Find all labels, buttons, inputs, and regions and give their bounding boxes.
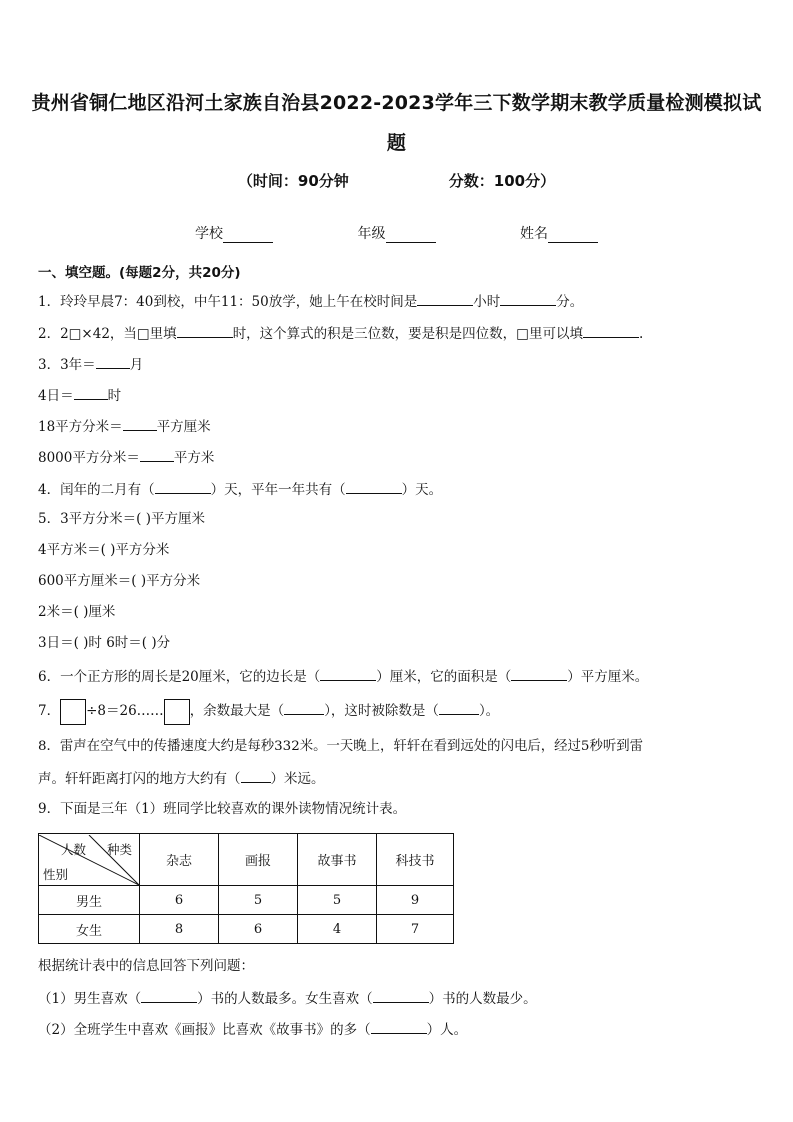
question-4: 4．闰年的二月有（ ）天，平年一年共有（ ）天。 <box>38 478 442 500</box>
question-9: 9．下面是三年（1）班同学比较喜欢的课外读物情况统计表。 <box>38 801 407 817</box>
row-label: 男生 <box>39 886 140 915</box>
table-cell: 6 <box>140 886 219 915</box>
question-3-line-2: 4日＝ 时 <box>38 384 121 406</box>
corner-type-label: 种类 <box>107 841 133 857</box>
answer-blank[interactable] <box>346 478 402 494</box>
answer-blank[interactable] <box>123 415 157 431</box>
grade-label: 年级 <box>357 226 386 242</box>
exam-meta <box>0 170 793 191</box>
answer-blank[interactable] <box>583 322 639 338</box>
answer-blank[interactable] <box>371 1018 427 1034</box>
grade-field[interactable] <box>386 228 436 243</box>
table-cell: 5 <box>219 886 298 915</box>
answer-blank[interactable] <box>439 699 479 715</box>
answer-blank[interactable] <box>320 665 376 681</box>
table-cell: 4 <box>298 915 377 944</box>
answer-blank[interactable] <box>177 322 233 338</box>
question-6: 6．一个正方形的周长是20厘米，它的边长是（ ）厘米，它的面积是（ ）平方厘米。 <box>38 665 648 687</box>
answer-blank[interactable] <box>241 767 271 783</box>
question-3-line-3: 18平方分米＝ 平方厘米 <box>38 415 211 437</box>
answer-blank[interactable] <box>500 290 556 306</box>
question-3: 3．3年＝ 月 <box>38 353 143 375</box>
school-label: 学校 <box>195 226 224 242</box>
answer-blank[interactable] <box>284 699 324 715</box>
table-cell: 7 <box>377 915 454 944</box>
table-row <box>39 915 454 944</box>
total-score: 分数：100分） <box>448 172 556 190</box>
table-cell: 5 <box>298 886 377 915</box>
school-field[interactable] <box>223 228 273 243</box>
column-header: 画报 <box>219 834 298 886</box>
dividend-box[interactable] <box>60 699 86 725</box>
answer-blank[interactable] <box>417 290 473 306</box>
question-2: 2．2□×42，当□里填 时，这个算式的积是三位数，要是积是四位数，□里可以填 . <box>38 322 643 344</box>
question-5-line-4: 2米＝( )厘米 <box>38 604 116 620</box>
question-8-line-2: 声。轩轩距离打闪的地方大约有（ ）米远。 <box>38 767 325 789</box>
question-9-prompt: 根据统计表中的信息回答下列问题： <box>38 958 254 974</box>
question-9-part-2: （2）全班学生中喜欢《画报》比喜欢《故事书》的多（ ）人。 <box>38 1018 467 1040</box>
answer-blank[interactable] <box>373 987 429 1003</box>
page-title-continued: 题 <box>386 132 407 154</box>
question-5-line-3: 600平方厘米＝( )平方分米 <box>38 573 201 589</box>
question-9-part-1: （1）男生喜欢（ ）书的人数最多。女生喜欢（ ）书的人数最少。 <box>38 987 537 1009</box>
student-info <box>0 223 793 243</box>
section-heading: 一、填空题。(每题2分，共20分) <box>38 265 241 281</box>
table-cell: 6 <box>219 915 298 944</box>
corner-gender-label: 性别 <box>43 866 69 882</box>
table-cell: 8 <box>140 915 219 944</box>
name-label: 姓名 <box>519 226 548 242</box>
table-corner-header <box>39 834 140 886</box>
answer-blank[interactable] <box>141 987 197 1003</box>
answer-blank[interactable] <box>511 665 567 681</box>
remainder-box[interactable] <box>164 699 190 725</box>
reading-stats-table <box>38 833 454 944</box>
question-8: 8．雷声在空气中的传播速度大约是每秒332米。一天晚上，轩轩在看到远处的闪电后，经过5秒听到雷 <box>38 739 644 754</box>
answer-blank[interactable] <box>140 446 174 462</box>
answer-blank[interactable] <box>155 478 211 494</box>
column-header: 科技书 <box>377 834 454 886</box>
page-title: 贵州省铜仁地区沿河土家族自治县2022-2023学年三下数学期末教学质量检测模拟试 <box>31 92 762 114</box>
question-3-line-4: 8000平方分米＝ 平方米 <box>38 446 214 468</box>
table-cell: 9 <box>377 886 454 915</box>
column-header: 故事书 <box>298 834 377 886</box>
row-label: 女生 <box>39 915 140 944</box>
question-1: 1．玲玲早晨7：40到校，中午11：50放学，她上午在校时间是 小时 分。 <box>38 290 583 312</box>
question-5-line-2: 4平方米＝( )平方分米 <box>38 542 170 558</box>
answer-blank[interactable] <box>96 353 130 369</box>
question-5-line-5: 3日＝( )时 6时＝( )分 <box>38 635 171 651</box>
question-7: 7． ÷8＝26…… ，余数最大是（ ），这时被除数是（ ）。 <box>38 698 499 725</box>
table-row <box>39 886 454 915</box>
answer-blank[interactable] <box>74 384 108 400</box>
name-field[interactable] <box>548 228 598 243</box>
column-header: 杂志 <box>140 834 219 886</box>
corner-people-label: 人数 <box>61 841 87 857</box>
time-limit: （时间：90分钟 <box>237 172 349 190</box>
question-5: 5．3平方分米＝( )平方厘米 <box>38 511 206 527</box>
